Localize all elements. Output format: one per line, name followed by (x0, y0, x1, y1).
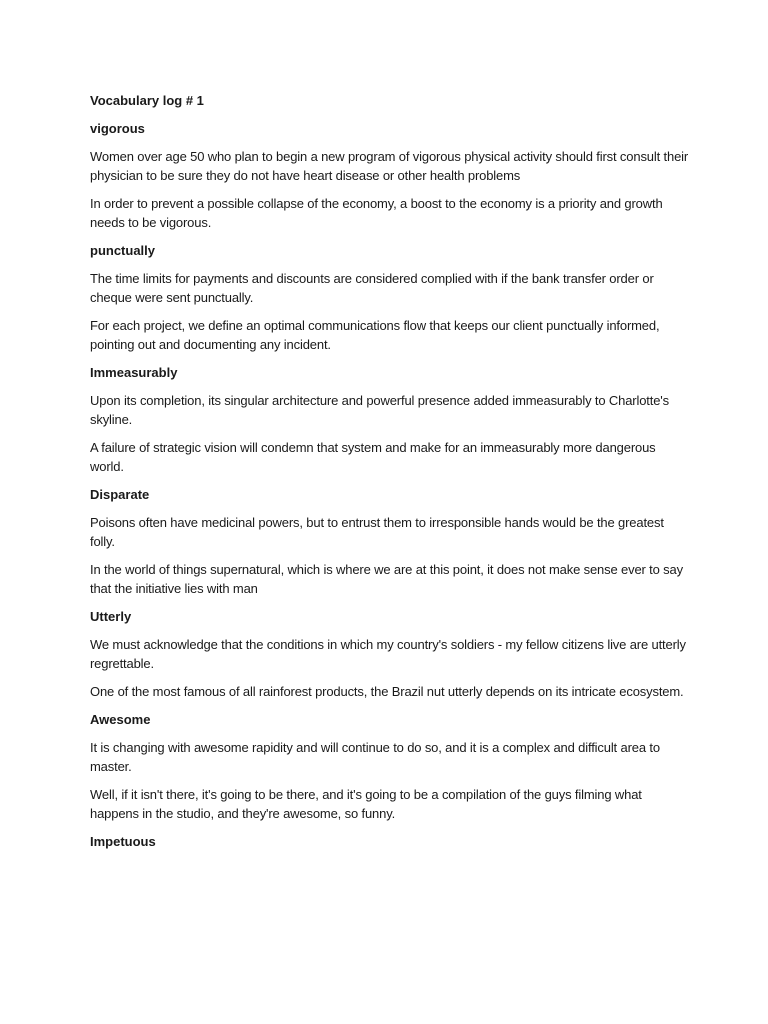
example-sentence: Upon its completion, its singular architecture and powerful presence added immeasurably to Charlotte's skyline. (90, 393, 669, 427)
vocab-word: Immeasurably (90, 365, 178, 380)
example-sentence: One of the most famous of all rainforest products, the Brazil nut utterly depends on its intricate ecosystem. (90, 684, 684, 699)
document-page (90, 91, 690, 860)
example-sentence: The time limits for payments and discounts are considered complied with if the bank transfer order or cheque were sent punctually. (90, 271, 654, 305)
example-sentence: In order to prevent a possible collapse of the economy, a boost to the economy is a priority and growth needs to be vigorous. (90, 196, 663, 230)
example-sentence: For each project, we define an optimal communications flow that keeps our client punctually informed, pointing out and documenting any incident. (90, 318, 660, 352)
vocab-word: Utterly (90, 609, 132, 624)
vocab-word: Disparate (90, 487, 150, 502)
vocab-word: vigorous (90, 121, 145, 136)
example-sentence: A failure of strategic vision will condemn that system and make for an immeasurably more dangerous world. (90, 440, 656, 474)
document-title: Vocabulary log # 1 (90, 93, 204, 108)
example-sentence: It is changing with awesome rapidity and will continue to do so, and it is a complex and difficult area to master. (90, 740, 660, 774)
vocab-word: punctually (90, 243, 156, 258)
example-sentence: In the world of things supernatural, which is where we are at this point, it does not make sense ever to say that the initiative lies with man (90, 562, 683, 596)
vocab-word: Impetuous (90, 834, 156, 849)
example-sentence: Poisons often have medicinal powers, but to entrust them to irresponsible hands would be the greatest folly. (90, 515, 664, 549)
example-sentence: We must acknowledge that the conditions in which my country's soldiers - my fellow citizens live are utterly regrettable. (90, 637, 686, 671)
vocab-word: Awesome (90, 712, 151, 727)
example-sentence: Women over age 50 who plan to begin a new program of vigorous physical activity should first consult their physician to be sure they do not have heart disease or other health problems (90, 149, 689, 183)
example-sentence: Well, if it isn't there, it's going to be there, and it's going to be a compilation of the guys filming what happens in the studio, and they're awesome, so funny. (90, 787, 642, 821)
